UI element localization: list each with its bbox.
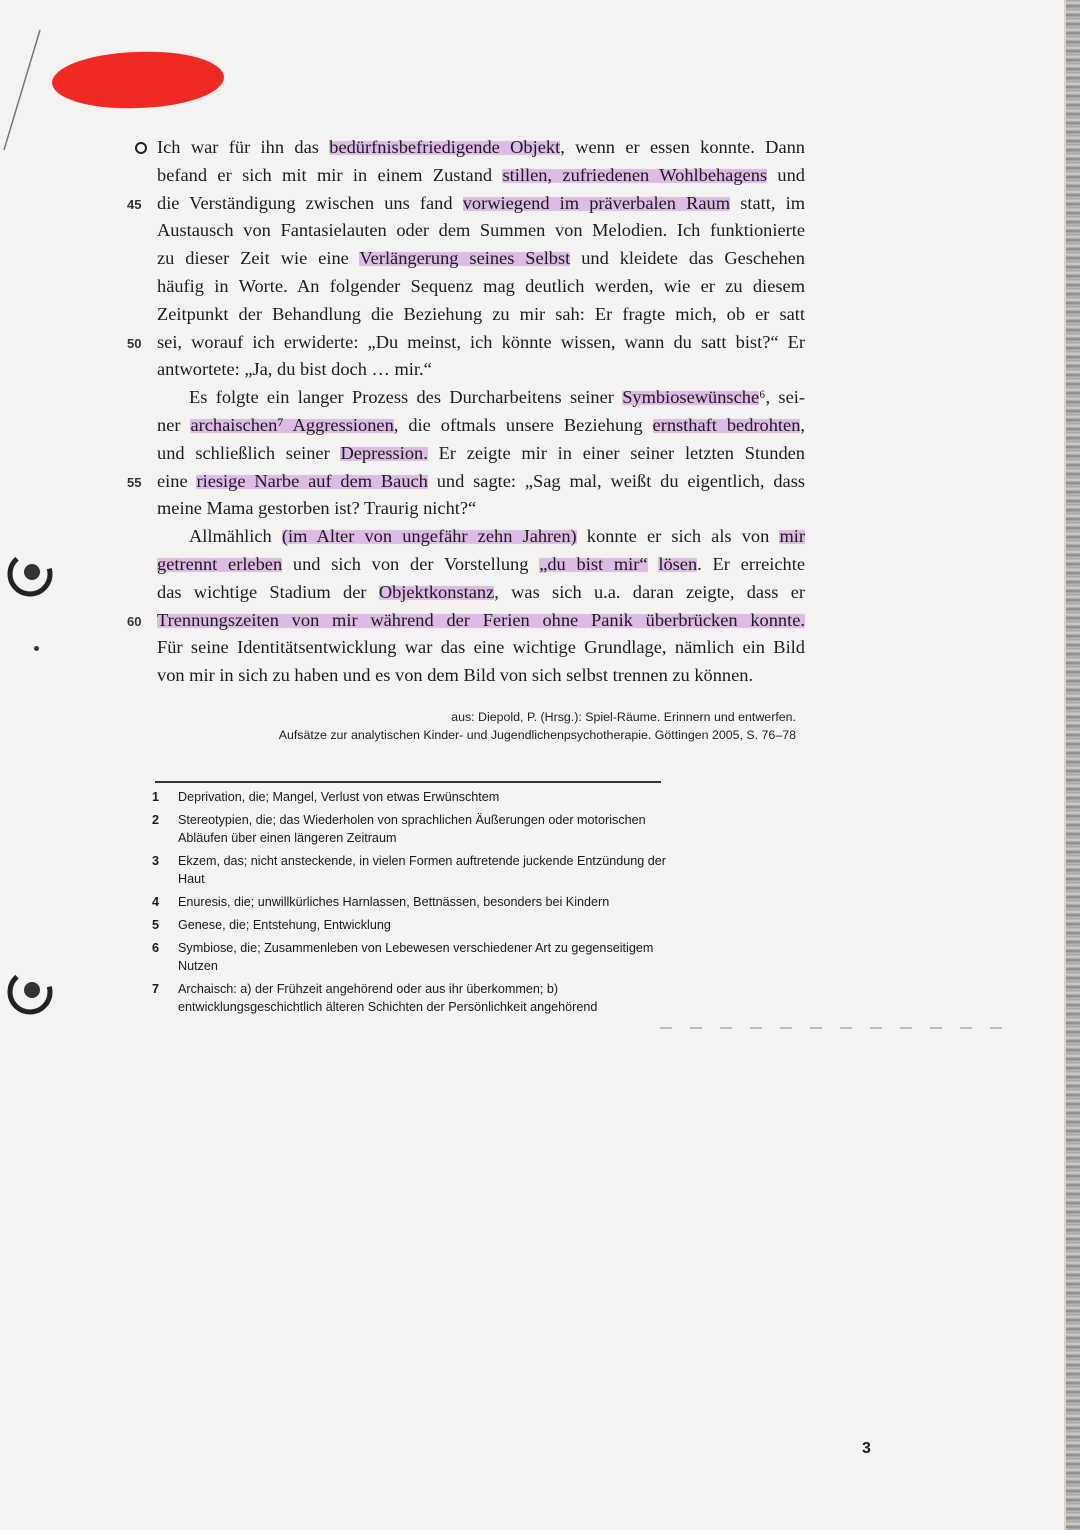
text-run: , — [800, 414, 805, 435]
text-line — [157, 245, 805, 273]
highlighted-text: lösen — [658, 553, 698, 574]
footnote-number: 1 — [152, 790, 160, 804]
highlighted-text: Trennungszeiten von mir während der Ferien ohne Panik überbrücken konnte. — [157, 609, 805, 630]
text-run: sei, worauf ich erwiderte: „Du meinst, ich könnte wissen, wann du satt bist?“ Er — [157, 331, 805, 352]
text-run: Für seine Identitätsentwicklung war das eine wichtige Grundlage, nämlich ein Bild — [157, 637, 805, 658]
text-line — [157, 523, 805, 551]
footnote-number: 5 — [152, 918, 160, 932]
highlighted-text: riesige Narbe auf dem Bauch — [196, 470, 428, 491]
footnote-number: 2 — [152, 813, 160, 827]
footnote-item — [152, 980, 672, 1016]
binding-strip — [1066, 0, 1080, 1530]
bullet-circle-icon — [135, 142, 147, 154]
text-run: , was sich u.a. daran zeigte, dass er — [494, 581, 805, 602]
footnote-divider — [155, 781, 661, 783]
highlighted-text: mir — [779, 526, 805, 547]
footnote-item — [152, 893, 672, 911]
text-run — [648, 554, 659, 574]
text-line — [157, 412, 805, 440]
highlighted-text: stillen, zufriedenen Wohlbehagens — [502, 164, 768, 185]
text-line — [157, 662, 805, 690]
text-line — [157, 273, 805, 301]
text-line — [127, 607, 805, 635]
text-line — [157, 301, 805, 329]
highlighted-text: Depression. — [340, 442, 428, 463]
text-line — [157, 634, 805, 662]
text-run: antwortete: „Ja, du bist doch … mir.“ — [157, 359, 432, 380]
main-text — [127, 134, 806, 690]
footnote-text: Archaisch: a) der Frühzeit angehörend oder aus ihr überkommen; b) entwicklungsgeschichtlich älteren Schichten der Persönlichkeit angehörend — [178, 982, 598, 1014]
hole-punch-mark-top — [4, 548, 56, 600]
text-run: Allmählich — [189, 526, 282, 547]
text-line — [157, 134, 805, 162]
footnote-number: 4 — [152, 895, 160, 909]
text-run: meine Mama gestorben ist? Traurig nicht?“ — [157, 498, 477, 519]
text-run: Er zeigte mir in einer seiner letzten Stunden — [427, 442, 805, 463]
text-line — [127, 329, 805, 357]
line-number: 55 — [127, 474, 142, 490]
text-run: konnte er sich als von — [576, 526, 780, 547]
paper-edge-line — [0, 0, 60, 160]
footnote-list — [152, 788, 672, 1021]
highlighted-text: Verlängerung seines Selbst — [359, 248, 571, 269]
footnote-text: Deprivation, die; Mangel, Verlust von etwas Erwünschtem — [178, 790, 500, 804]
highlighted-text: ernsthaft bedrohten — [652, 414, 801, 435]
text-run: häufig in Worte. An folgender Sequenz mag deutlich werden, wie er zu diesem — [157, 275, 805, 296]
text-run: ner — [157, 414, 191, 435]
highlighted-text: bedürfnisbefriedigende Objekt — [329, 137, 561, 157]
text-run: ⁶, sei- — [759, 387, 805, 408]
text-run: befand er sich mit mir in einem Zustand — [157, 164, 503, 185]
footnote-text: Stereotypien, die; das Wiederholen von sprachlichen Äußerungen oder motorischen Abläufen über einen längeren Zeitraum — [178, 813, 646, 845]
text-run: und — [767, 164, 806, 185]
text-run: Zeitpunkt der Behandlung die Beziehung zu mir sah: Er fragte mich, ob er satt — [157, 303, 805, 324]
text-run: zu dieser Zeit wie eine — [157, 248, 360, 269]
hole-punch-mark-bottom — [4, 966, 56, 1018]
scan-artifact-line — [660, 1027, 1020, 1029]
footnote-item — [152, 788, 672, 806]
footnote-text: Enuresis, die; unwillkürliches Harnlassen, Bettnässen, besonders bei Kindern — [178, 895, 610, 909]
text-run: und sich von der Vorstellung — [282, 553, 540, 574]
text-line — [157, 579, 805, 607]
footnote-item — [152, 852, 672, 888]
source-citation — [279, 708, 796, 744]
text-run: von mir in sich zu haben und es von dem Bild von sich selbst trennen zu können. — [157, 665, 754, 686]
text-line — [157, 217, 805, 245]
line-number: 45 — [127, 196, 142, 212]
text-line — [157, 384, 805, 412]
highlighted-text: (im Alter von ungefähr zehn Jahren) — [281, 526, 577, 547]
footnote-item — [152, 916, 672, 934]
text-run: , wenn er essen konnte. Dann — [560, 137, 805, 157]
text-run: eine — [157, 470, 197, 491]
text-line — [157, 551, 805, 579]
footnote-number: 6 — [152, 941, 160, 955]
footnote-number: 3 — [152, 854, 160, 868]
footnote-text: Symbiose, die; Zusammenleben von Lebewesen verschiedener Art zu gegenseitigem Nutzen — [178, 941, 654, 973]
source-line-2: Aufsätze zur analytischen Kinder- und Jugendlichenpsychotherapie. Göttingen 2005, S. 76–78 — [278, 728, 796, 742]
text-run: die Verständigung zwischen uns fand — [157, 192, 463, 213]
page-number: 3 — [862, 1440, 871, 1457]
text-run: und kleidete das Geschehen — [570, 248, 805, 269]
text-line — [127, 468, 806, 496]
text-run: statt, im — [730, 192, 805, 213]
text-run: und schließlich seiner — [157, 442, 341, 463]
highlighted-text: archaischen⁷ Aggressionen — [190, 414, 394, 435]
text-run: Ich war für ihn das — [157, 137, 330, 157]
highlighted-text: Symbiosewünsche — [622, 387, 760, 408]
text-line — [157, 162, 805, 190]
text-run: und sagte: „Sag mal, weißt du eigentlich, dass — [427, 470, 806, 491]
footnote-text: Genese, die; Entstehung, Entwicklung — [178, 918, 391, 932]
text-line — [157, 356, 805, 384]
highlighted-text: getrennt erleben — [157, 553, 283, 574]
footnote-item — [152, 811, 672, 847]
text-run: Austausch von Fantasielauten oder dem Summen von Melodien. Ich funktionierte — [157, 220, 805, 241]
footnote-item — [152, 939, 672, 975]
redaction-mark — [51, 49, 225, 111]
text-run: Es folgte ein langer Prozess des Durcharbeitens seiner — [189, 387, 623, 408]
text-run: , die oftmals unsere Beziehung — [393, 414, 653, 435]
text-line — [157, 440, 805, 468]
highlighted-text: „du bist mir“ — [539, 553, 648, 574]
text-line — [157, 495, 805, 523]
highlighted-text: vorwiegend im präverbalen Raum — [462, 192, 731, 213]
footnote-text: Ekzem, das; nicht ansteckende, in vielen Formen auftretende juckende Entzündung der Haut — [178, 854, 666, 886]
highlighted-text: Objektkonstanz — [378, 581, 495, 602]
text-run: das wichtige Stadium der — [157, 581, 379, 602]
source-line-1: aus: Diepold, P. (Hrsg.): Spiel-Räume. Erinnern und entwerfen. — [451, 710, 796, 724]
footnote-number: 7 — [152, 982, 160, 996]
text-run: . Er erreichte — [697, 553, 805, 574]
text-line — [127, 190, 805, 218]
margin-dot — [34, 646, 39, 651]
line-number: 60 — [127, 613, 142, 629]
line-number: 50 — [127, 335, 142, 351]
